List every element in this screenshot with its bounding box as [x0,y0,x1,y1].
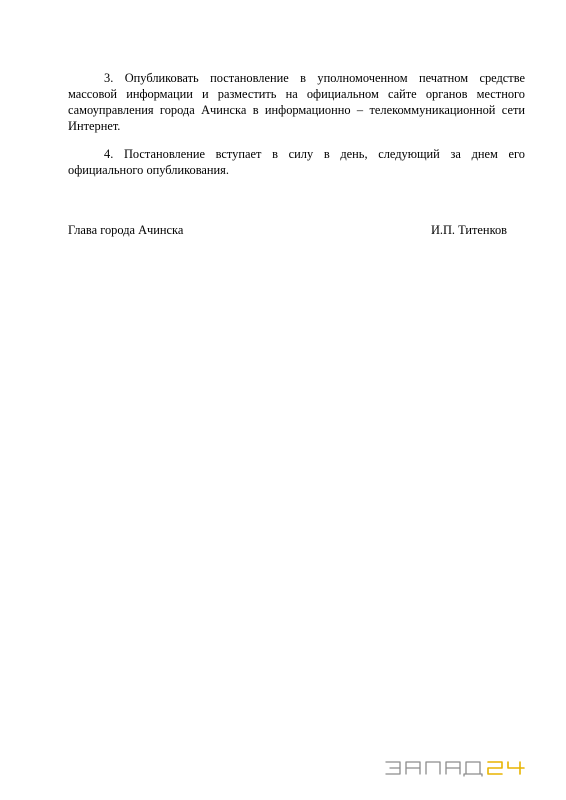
paragraph-3: 3. Опубликовать постановление в уполномоченном печатном средстве массовой информации и разместить на официальном сайте органов местного самоуправления города Ачинска в информационно – телекоммуникационной сети Интернет. [68,71,525,133]
signatory-position: Глава города Ачинска [68,223,184,237]
zapad24-watermark-logo [384,759,530,777]
paragraph-4: 4. Постановление вступает в силу в день, следующий за днем его официального опубликования. [68,147,525,177]
signature-block [68,222,507,238]
signatory-name: И.П. Титенков [430,223,507,237]
